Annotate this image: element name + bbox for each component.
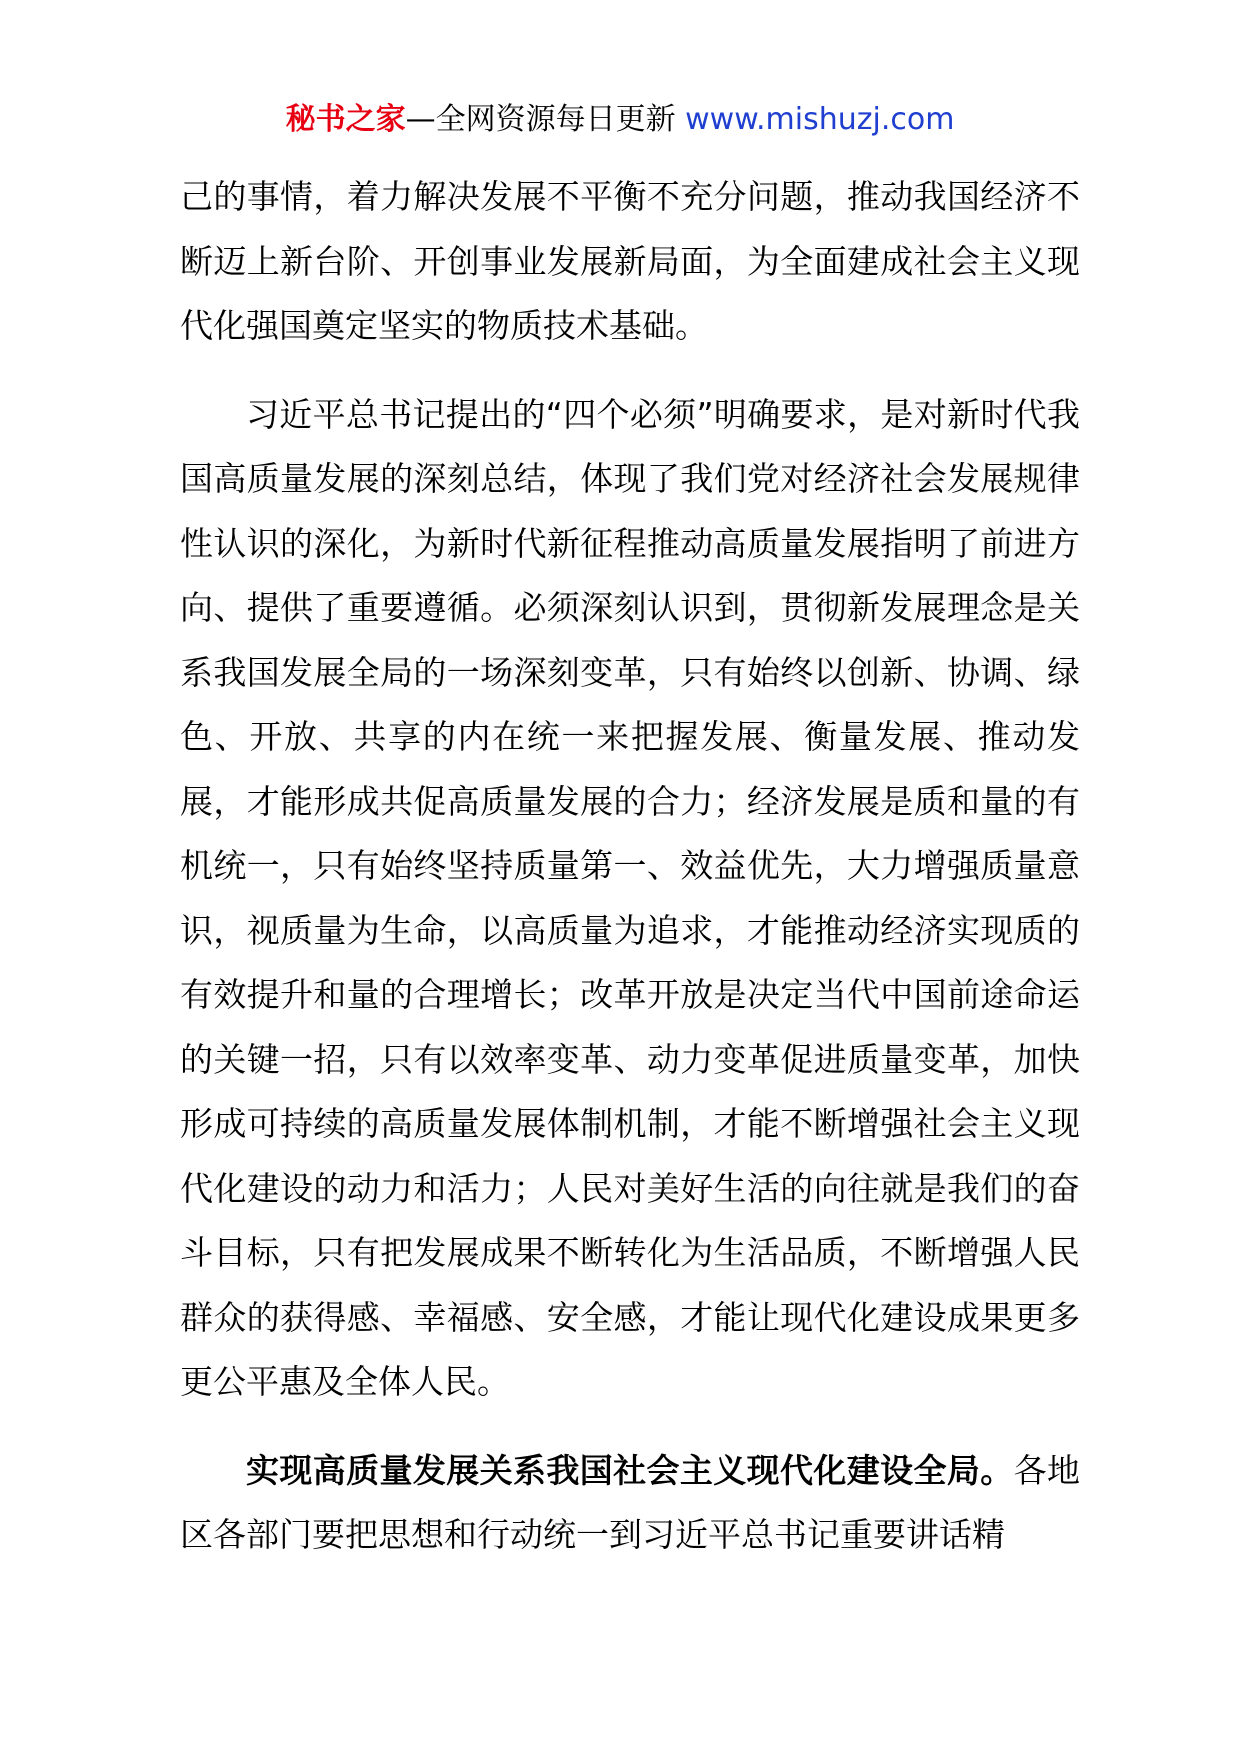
paragraph-continuation <box>180 165 1080 359</box>
page-header <box>0 100 1240 140</box>
paragraph-text: 己的事情，着力解决发展不平衡不充分问题，推动我国经济不断迈上新台阶、开创事业发展新局面，为全面建成社会主义现代化强国奠定坚实的物质技术基础。 <box>180 177 1080 345</box>
paragraph-four-musts <box>180 383 1080 1415</box>
paragraph-text: 各地区各部门要把思想和行动统一到习近平总书记重要讲话精 <box>180 1450 1080 1554</box>
header-tagline: —全网资源每日更新 <box>405 102 686 137</box>
brand-name: 秘书之家 <box>285 102 406 137</box>
paragraph-high-quality-development <box>180 1439 1080 1568</box>
paragraph-text: 习近平总书记提出的“四个必须”明确要求，是对新时代我国高质量发展的深刻总结，体现了我们党对经济社会发展规律性认识的深化，为新时代新征程推动高质量发展指明了前进方向、提供了重要遵循。必须深刻认识到，贯彻新发展理念是关系我国发展全局的一场深刻变革，只有始终以创新、协调、绿色、开放、共享的内在统一来把握发展、衡量发展、推动发展，才能形成共促高质量发展的合力；经济发展是质和量的有机统一，只有始终坚持质量第一、效益优先，大力增强质量意识，视质量为生命，以高质量为追求，才能推动经济实现质的有效提升和量的合理增长；改革开放是决定当代中国前途命运的关键一招，只有以效率变革、动力变革促进质量变革，加快形成可持续的高质量发展体制机制，才能不断增强社会主义现代化建设的动力和活力；人民对美好生活的向往就是我们的奋斗目标，只有把发展成果不断转化为生活品质，不断增强人民群众的获得感、幸福感、安全感，才能让现代化建设成果更多更公平惠及全体人民。 <box>180 394 1080 1401</box>
document-body <box>180 165 1080 1568</box>
paragraph-lead-sentence: 实现高质量发展关系我国社会主义现代化建设全局。 <box>246 1450 1014 1490</box>
website-link[interactable]: www.mishuzj.com <box>685 102 955 137</box>
